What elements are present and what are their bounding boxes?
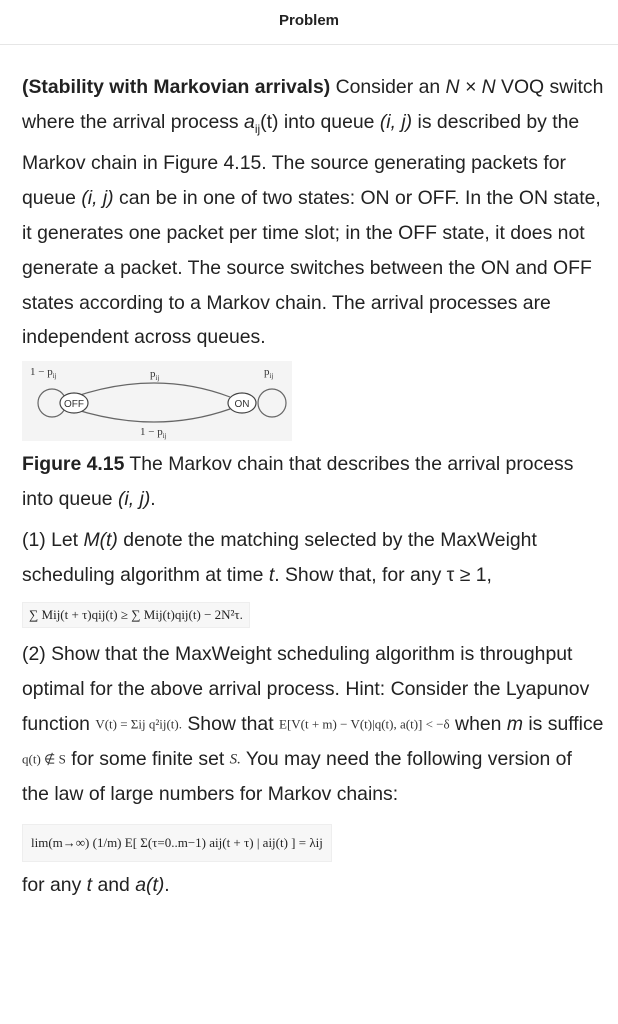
svg-text:OFF: OFF [64, 399, 84, 411]
top-bar [0, 0, 618, 45]
svg-text:pij: $p_{ij}$ [264, 366, 274, 381]
svg-text:ON: ON [234, 399, 250, 411]
page-title: Problem [278, 12, 339, 29]
intro-paragraph: (Stability with Markovian arrivals) Consider an N × N VOQ switch where the arrival process $a_{ij}(t)$ into queue (i, j) is described by the Markov chain in Figure 4.15. The source generating packets for queue (i, j) can be in one of two states: ON or OFF. In the ON state, it generates one packet per time slot; in the OFF state, it does not generate a packet. The source switches between the ON and OFF states according to a Markov chain. The arrival processes are independent across queues. [22, 76, 604, 349]
drift-formula: E[V(t + m) − V(t)|q(t), a(t)] < −δ [279, 716, 450, 732]
lyapunov-formula: V(t) = Σij q²ij(t). [95, 716, 182, 732]
part-1-formula: ∑ Mij(t + τ)qij(t) ≥ ∑ Mij(t)qij(t) − 2N²τ. [22, 602, 250, 628]
closing-line: for any t and a(t). [22, 874, 170, 897]
problem-heading: (Stability with Markovian arrivals) [22, 76, 331, 98]
svg-text:pij: $p_{ij}$ [150, 368, 160, 383]
figure-caption: Figure 4.15 The Markov chain that describes the arrival process into queue (i, j). [22, 453, 574, 511]
svg-text:1 − pij: $1 - p_{ij}$ [30, 366, 57, 381]
condition-formula: q(t) ∉ S [22, 751, 66, 767]
lln-formula: lim(m→∞) (1/m) E[ Σ(τ=0..m−1) aij(t + τ) | aij(t) ] = λij [22, 824, 332, 862]
problem-content [22, 70, 604, 903]
svg-text:1 − pij: $1 - p_{ij}$ [140, 426, 167, 441]
markov-chain-figure [22, 361, 292, 441]
part-2-paragraph: (2) Show that the MaxWeight scheduling algorithm is throughput optimal for the above arrival process. Hint: Consider the Lyapunov function V(t) = Σij q²ij(t). Show that E[V(t + m) − V(t)|q(t), a(t)] < −δ when m is suffice q(t) ∉ S for some finite set S. You may need the following version of the law of large numbers for Markov chains: [22, 643, 604, 806]
part-1-paragraph: (1) Let M(t) denote the matching selected by the MaxWeight scheduling algorithm at time t. Show that, for any τ ≥ 1, [22, 528, 537, 586]
